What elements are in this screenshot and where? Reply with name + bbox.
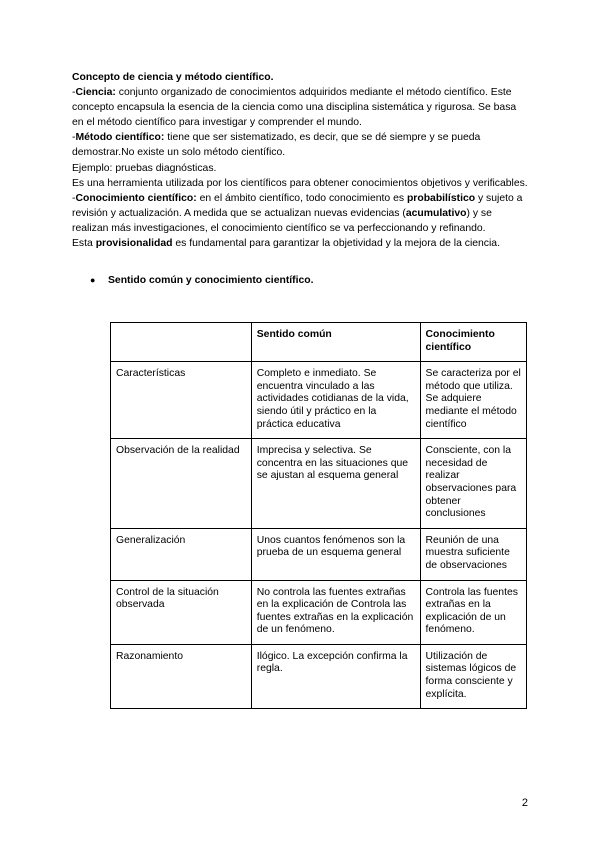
conocimiento-text-1: en el ámbito científico, todo conocimiento es [196, 192, 407, 204]
table-header-cell: Sentido común [251, 323, 420, 362]
term-provisionalidad: provisionalidad [95, 238, 173, 250]
conocimiento-text-2: y sujeto a revisión y actualización. A medida que se actualizan nuevas evidencias ( [72, 192, 523, 219]
table-cell-sentido-comun: Unos cuantos fenómenos son la prueba de un esquema general [251, 528, 420, 580]
table-cell-conocimiento: Controla las fuentes extrañas en la explicación de un fenómeno. [420, 580, 526, 644]
metodo-definition: tiene que ser sistematizado, es decir, que se dé siempre y se pueda demostrar.No existe un solo método científico. [72, 132, 481, 159]
document-body [72, 70, 530, 288]
table-row [111, 528, 527, 580]
ciencia-definition: conjunto organizado de conocimientos adquiridos mediante el método científico. Este concepto encapsula la esencia de la ciencia como una disciplina sistemática y rigurosa. Se basa en el método científico para investigar y comprender el mundo. [72, 87, 517, 129]
esta-text-2: es fundamental para garantizar la objetividad y la mejora de la ciencia. [172, 238, 500, 250]
paragraph-provisionalidad [72, 236, 530, 251]
paragraph-herramienta: Es una herramienta utilizada por los científicos para obtener conocimientos objetivos y verificables. [72, 177, 528, 189]
paragraph-ejemplo: Ejemplo: pruebas diagnósticas. [72, 162, 217, 174]
table-row [111, 439, 527, 529]
table-row [111, 362, 527, 439]
table-cell-conocimiento: Se caracteriza por el método que utiliza. Se adquiere mediante el método científico [420, 362, 526, 439]
bullet-item [72, 273, 530, 288]
table-cell-sentido-comun: Completo e inmediato. Se encuentra vinculado a las actividades cotidianas de la vida, siendo útil y práctico en la práctica educativa [251, 362, 420, 439]
esta-text-1: Esta [72, 238, 96, 250]
term-metodo-cientifico: Método científico: [75, 132, 165, 144]
table-cell-sentido-comun: Imprecisa y selectiva. Se concentra en las situaciones que se ajustan al esquema general [251, 439, 420, 529]
document-title: Concepto de ciencia y método científico. [72, 72, 274, 83]
table-header-cell: Conocimiento científico [420, 323, 526, 362]
dash-prefix: - [72, 132, 76, 144]
paragraph-metodo [72, 130, 530, 160]
bullet-dot-icon: ● [90, 275, 96, 286]
comparison-table [110, 322, 527, 709]
paragraph-conocimiento [72, 191, 530, 236]
table-row [111, 580, 527, 644]
table-cell-conocimiento: Reunión de una muestra suficiente de observaciones [420, 528, 526, 580]
term-ciencia: Ciencia: [75, 87, 116, 99]
conocimiento-text-3: ) y se realizan más investigaciones, el conocimiento científico se va perfeccionando y refinando. [72, 207, 492, 234]
term-acumulativo: acumulativo [405, 207, 467, 219]
table-cell-criterion: Control de la situación observada [111, 580, 252, 644]
table-cell-sentido-comun: No controla las fuentes extrañas en la explicación de Controla las fuentes extrañas en la explicación de un fenómeno. [251, 580, 420, 644]
table-cell-conocimiento: Consciente, con la necesidad de realizar observaciones para obtener conclusiones [420, 439, 526, 529]
bullet-heading: Sentido común y conocimiento científico. [108, 275, 314, 287]
table-row [111, 644, 527, 708]
table-header-row [111, 323, 527, 362]
table-cell-sentido-comun: Ilógico. La excepción confirma la regla. [251, 644, 420, 708]
table-cell-criterion: Razonamiento [111, 644, 252, 708]
table-cell-conocimiento: Utilización de sistemas lógicos de forma consciente y explícita. [420, 644, 526, 708]
page-number: 2 [521, 797, 528, 809]
paragraph-ciencia [72, 85, 530, 130]
table-cell-criterion: Generalización [111, 528, 252, 580]
table-cell-criterion: Características [111, 362, 252, 439]
table-cell-criterion: Observación de la realidad [111, 439, 252, 529]
dash-prefix: - [72, 87, 76, 99]
table-header-cell [111, 323, 252, 362]
term-conocimiento-cientifico: Conocimiento científico: [75, 192, 197, 204]
dash-prefix: - [72, 192, 76, 204]
term-probabilistico: probabilístico [406, 192, 476, 204]
